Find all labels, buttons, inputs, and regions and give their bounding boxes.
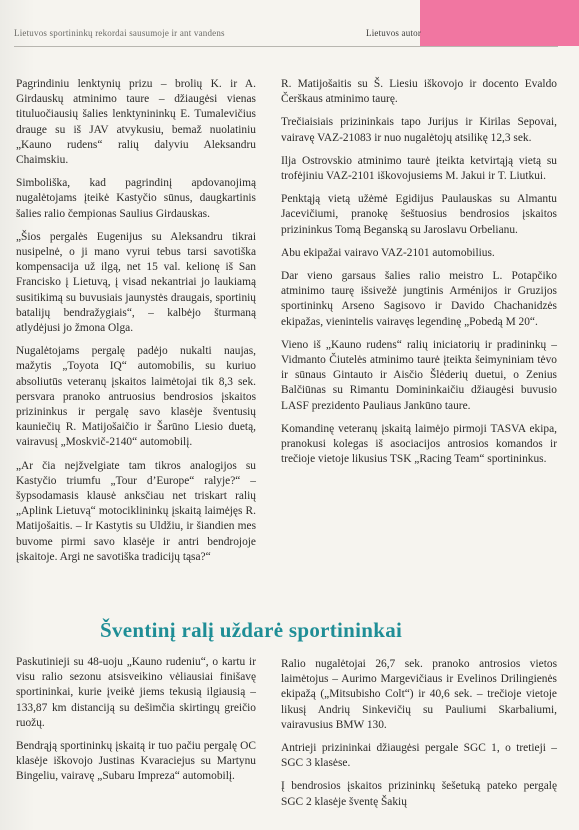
paragraph: Paskutinieji su 48-uoju „Kauno rudeniu“, o kartu ir visu ralio sezonu atsisveikino vėliausiai finišavę sportininkai, kurie įveikė jiems tekusią ilgiausią – 133,87 km distanciją su dešimčia skirtingų greičio ruožų.: [16, 656, 256, 729]
paragraph: Antrieji prizininkai džiaugėsi pergale SGC 1, o tretieji – SGC 3 klasėse.: [281, 742, 557, 770]
paragraph: „Šios pergalės Eugenijus su Aleksandru tikrai nusipelnė, o ji mano vyrui tebus tarsi savotiška kompensacija už ilgą, net 15 val. kelionę iš San Francisko į Lietuvą, į visad nekantriai jo laukiamą susitikimą su buvusiais jaunystės draugais, sportinių batalijų bendražygiais“, – kalbėjo šturmaną atlydėjusi jo žmona Olga.: [16, 230, 256, 335]
paragraph: Vieno iš „Kauno rudens“ ralių iniciatorių ir pradininkų – Vidmanto Čiutelės atminimo taurė įteikta šeimyniniam tėvo ir sūnaus Gintauto ir Aisčio Šlėderių duetui, o Zenius Balčiūnas su Rimantu Domininkaičiu džiaugėsi buvusio LASF prezidento Pauliaus Jankūno taure.: [281, 338, 557, 412]
paragraph: Simboliška, kad pagrindinį apdovanojimą nugalėtojams įteikė Kastyčio sūnus, daugkartinis šalies ralio čempionas Saulius Girdauskas.: [16, 177, 256, 220]
paragraph: Nugalėtojams pergalę padėjo nukalti naujas, mažytis „Toyota IQ“ automobilis, su kuriuo absoliutūs veteranų įskaitos laimėtojai tik 8,3 sek. persvara pranoko antruosius bendrosios įskaitos prizininkus ir pergalę savo klasėje šventusių kauniečių R. Matijošaičio ir Šarūno Liesio duetą, vairavusį „Moskvič-2140“ automobilį.: [16, 345, 256, 449]
header-book-title: Lietuvos sportininkų rekordai sausumoje ir ant vandens: [14, 28, 225, 38]
paragraph: Pagrindiniu lenktynių prizu – brolių K. ir A. Girdauskų atminimo taure – džiaugėsi vienas tituluočiausių šalies lenktynininkų E. Tumalevičius drauge su iš JAV atvykusiu, bemaž nuolatiniu „Kauno rudens“ ralių dalyviu Aleksandru Chaimskiu.: [16, 78, 256, 167]
paragraph: Į bendrosios įskaitos prizininkų šešetuką pateko pergalę SGC 2 klasėje šventę Šakių: [281, 780, 557, 808]
right-column-top: [281, 77, 557, 475]
header-divider: [14, 46, 558, 47]
section-heading: Šventinį ralį uždarė sportininkai: [100, 618, 403, 642]
right-column-bottom: [281, 657, 557, 818]
paragraph: „Ar čia nejžvelgiate tam tikros analogijos su Kastyčio triumfu „Tour d’Europe“ ralyje?“ – šypsodamasis klausė anksčiau net triskart ralių „Aplink Lietuvą“ motociklininkų įskaitą laimėjęs R. Matijošaitis. – Ir Kastytis su Uldžiu, ir šiandien mes buvome pirmi savo klasėje ir antri bendrojoje įskaitoje. Argi ne savotiška tradicijų tąsa?“: [16, 459, 256, 563]
paragraph: R. Matijošaitis su Š. Liesiu iškovojo ir docento Evaldo Čerškaus atminimo taurę.: [281, 78, 557, 106]
paragraph: Trečiaisiais prizininkais tapo Jurijus ir Kirilas Sepovai, vairavę VAZ-21083 ir nuo nugalėtojų atsilikę 12,3 sek.: [281, 116, 557, 144]
paragraph: Komandinę veteranų įskaitą laimėjo pirmoji TASVA ekipa, pranokusi kolegas iš asociacijos antrosios komandos ir trečioje vietoje likusius TSK „Racing Team“ sportininkus.: [281, 422, 557, 466]
paragraph: Abu ekipažai vairavo VAZ-2101 automobilius.: [281, 246, 495, 259]
left-column-top: [16, 77, 256, 573]
paragraph: Dar vieno garsaus šalies ralio meistro L. Potapčiko atminimo taurę išsivežė jungtinis Arménijos ir Gruzijos sportininkų Arseno Sagisovo ir Davido Chachanidzės ekipažas, vienintelis vairavęs legendinę „Pobedą M 20“.: [281, 270, 557, 328]
left-column-bottom: [16, 655, 256, 793]
paragraph: Penktąją vietą užėmė Egidijus Paulauskas su Almantu Jacevičiumi, pranokę šeštuosius bendrosios įskaitos prizininkus Tomą Beganską su Jaroslavu Orbelianu.: [281, 193, 557, 236]
paragraph: Ralio nugalėtojai 26,7 sek. pranoko antrosios vietos laimėtojus – Aurimo Margevičiaus ir Evelinos Drilingienės ekipažą („Mitsubisho Colt“) ir 40,6 sek. – trečioje vietoje likusį Andrių Sinkevičių su Pauliumi Skarbaliumi, vairavusius BMW 130.: [281, 658, 557, 731]
running-header: [14, 28, 564, 42]
header-chapter-title: Lietuvos autor: [366, 28, 422, 38]
paragraph: Ilja Ostrovskio atminimo taurė įteikta ketvirtąją vietą su trofėjiniu VAZ-2101 iškovojusiems M. Jakui ir T. Liutkui.: [281, 154, 557, 183]
paragraph: Bendrąją sportininkų įskaitą ir tuo pačiu pergalę OC klasėje iškovojo Justinas Kvaraciejus su Martynu Bingeliu, vairavę „Subaru Impreza“ automobilį.: [16, 740, 256, 783]
